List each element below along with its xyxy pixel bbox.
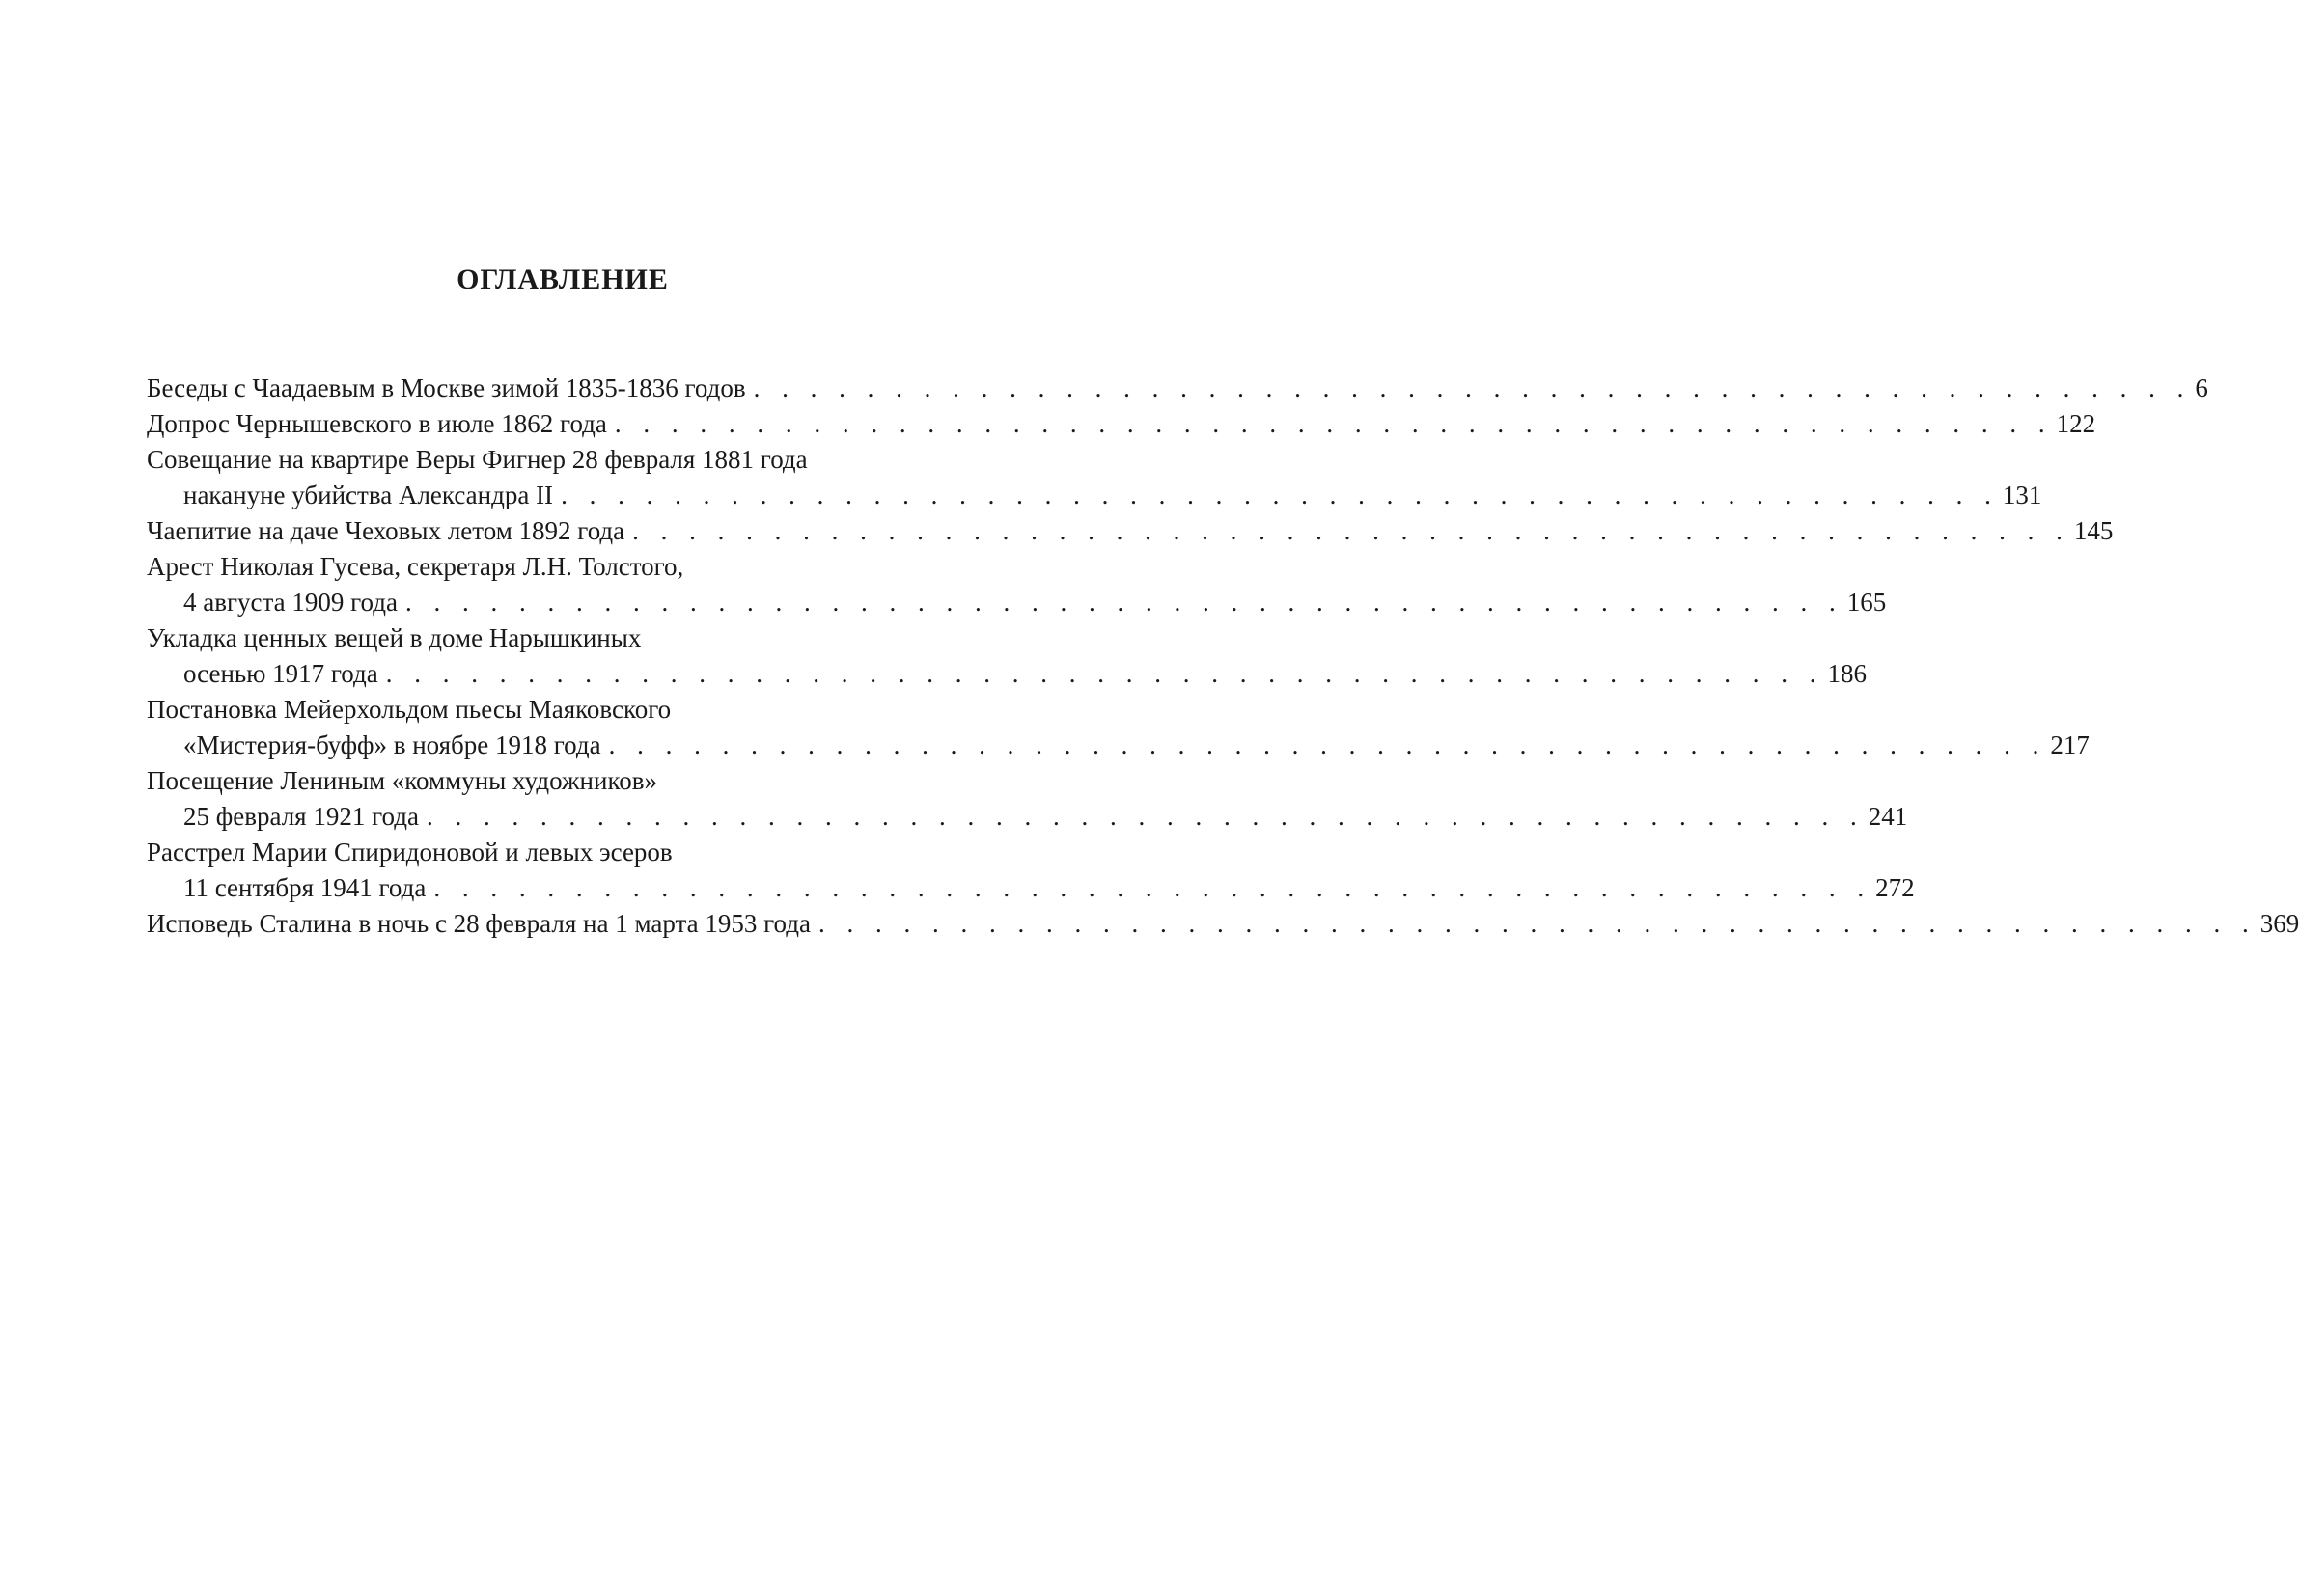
toc-entry-title: 25 февраля 1921 года: [183, 802, 419, 831]
toc-entry-title-first-line: Совещание на квартире Веры Фигнер 28 февраля 1881 года: [147, 445, 808, 474]
leader-dots: . . . . . . . . . . . . . . . . . . . . . . . . . . . . . . . . . . . . . . . . . . . . . . . . . . .: [817, 909, 2257, 938]
leader-dots: . . . . . . . . . . . . . . . . . . . . . . . . . . . . . . . . . . . . . . . . . . . . . . . . . . .: [561, 481, 1999, 509]
leader-dots: . . . . . . . . . . . . . . . . . . . . . . . . . . . . . . . . . . . . . . . . . . . . . . . . . . .: [385, 659, 1824, 688]
toc-line: [147, 799, 1908, 835]
toc-line: [147, 870, 1915, 906]
toc-entry: [147, 442, 2042, 513]
leader-dots: . . . . . . . . . . . . . . . . . . . . . . . . . . . . . . . . . . . . . . . . . . . . . . . . . . .: [405, 588, 1843, 617]
toc-entry-title-first-line: Арест Николая Гусева, секретаря Л.Н. Толстого,: [147, 552, 684, 581]
toc-line: [147, 728, 2090, 763]
leader-dots: . . . . . . . . . . . . . . . . . . . . . . . . . . . . . . . . . . . . . . . . . . . . . . . . . . .: [632, 516, 2070, 545]
page-title: ОГЛАВЛЕНИЕ: [457, 263, 669, 295]
toc-page-number: 186: [1827, 659, 1867, 688]
toc-entry-title: 11 сентября 1941 года: [183, 873, 427, 902]
leader-dots: . . . . . . . . . . . . . . . . . . . . . . . . . . . . . . . . . . . . . . . . . . . . . . . . . . .: [433, 873, 1872, 902]
toc-line: [147, 513, 2114, 549]
toc-entry-title: 4 августа 1909 года: [183, 588, 398, 617]
toc-entry: [147, 513, 2114, 549]
toc-entry-title: осенью 1917 года: [183, 659, 378, 688]
toc-line: [147, 906, 2299, 942]
toc-page-number: 122: [2056, 409, 2096, 438]
toc-entry: [147, 620, 1867, 692]
leader-dots: . . . . . . . . . . . . . . . . . . . . . . . . . . . . . . . . . . . . . . . . . . . . . . . . . . .: [614, 409, 2053, 438]
toc-page-number: 272: [1875, 873, 1915, 902]
toc-page-number: 241: [1868, 802, 1908, 831]
toc-entry-title-first-line: Укладка ценных вещей в доме Нарышкиных: [147, 623, 642, 652]
toc-entry: [147, 692, 2090, 763]
toc-entry: [147, 549, 1887, 620]
toc-entry: [147, 906, 2299, 942]
toc-line: [147, 371, 2208, 406]
table-of-contents: [147, 371, 2299, 942]
toc-entry-title-first-line: Постановка Мейерхольдом пьесы Маяковского: [147, 695, 672, 724]
leader-dots: . . . . . . . . . . . . . . . . . . . . . . . . . . . . . . . . . . . . . . . . . . . . . . . . . . .: [426, 802, 1865, 831]
leader-dots: . . . . . . . . . . . . . . . . . . . . . . . . . . . . . . . . . . . . . . . . . . . . . . . . . . .: [608, 730, 2047, 759]
toc-page-number: 131: [2002, 481, 2042, 509]
toc-line: [147, 656, 1867, 692]
toc-entry: [147, 763, 1908, 835]
toc-entry-title: Беседы с Чаадаевым в Москве зимой 1835-1836 годов: [147, 373, 746, 402]
toc-page-number: 145: [2073, 516, 2114, 545]
toc-entry-title: Чаепитие на даче Чеховых летом 1892 года: [147, 516, 625, 545]
toc-entry: [147, 835, 1915, 906]
leader-dots: . . . . . . . . . . . . . . . . . . . . . . . . . . . . . . . . . . . . . . . . . . . . . . . . . . .: [753, 373, 2192, 402]
toc-line: [147, 406, 2096, 442]
toc-page-number: 6: [2195, 373, 2208, 402]
toc-line: [147, 478, 2042, 513]
toc-entry: [147, 406, 2096, 442]
toc-entry-title-first-line: Посещение Лениным «коммуны художников»: [147, 766, 657, 795]
toc-entry-title: накануне убийства Александра II: [183, 481, 554, 509]
toc-page-number: 369: [2259, 909, 2299, 938]
toc-entry: [147, 371, 2208, 406]
toc-entry-title: Допрос Чернышевского в июле 1862 года: [147, 409, 607, 438]
toc-line: [147, 585, 1887, 620]
toc-entry-title: «Мистерия-буфф» в ноябре 1918 года: [183, 730, 601, 759]
toc-entry-title-first-line: Расстрел Марии Спиридоновой и левых эсеров: [147, 838, 673, 867]
toc-page-number: 165: [1846, 588, 1887, 617]
toc-page-number: 217: [2050, 730, 2090, 759]
toc-entry-title: Исповедь Сталина в ночь с 28 февраля на 1 марта 1953 года: [147, 909, 811, 938]
